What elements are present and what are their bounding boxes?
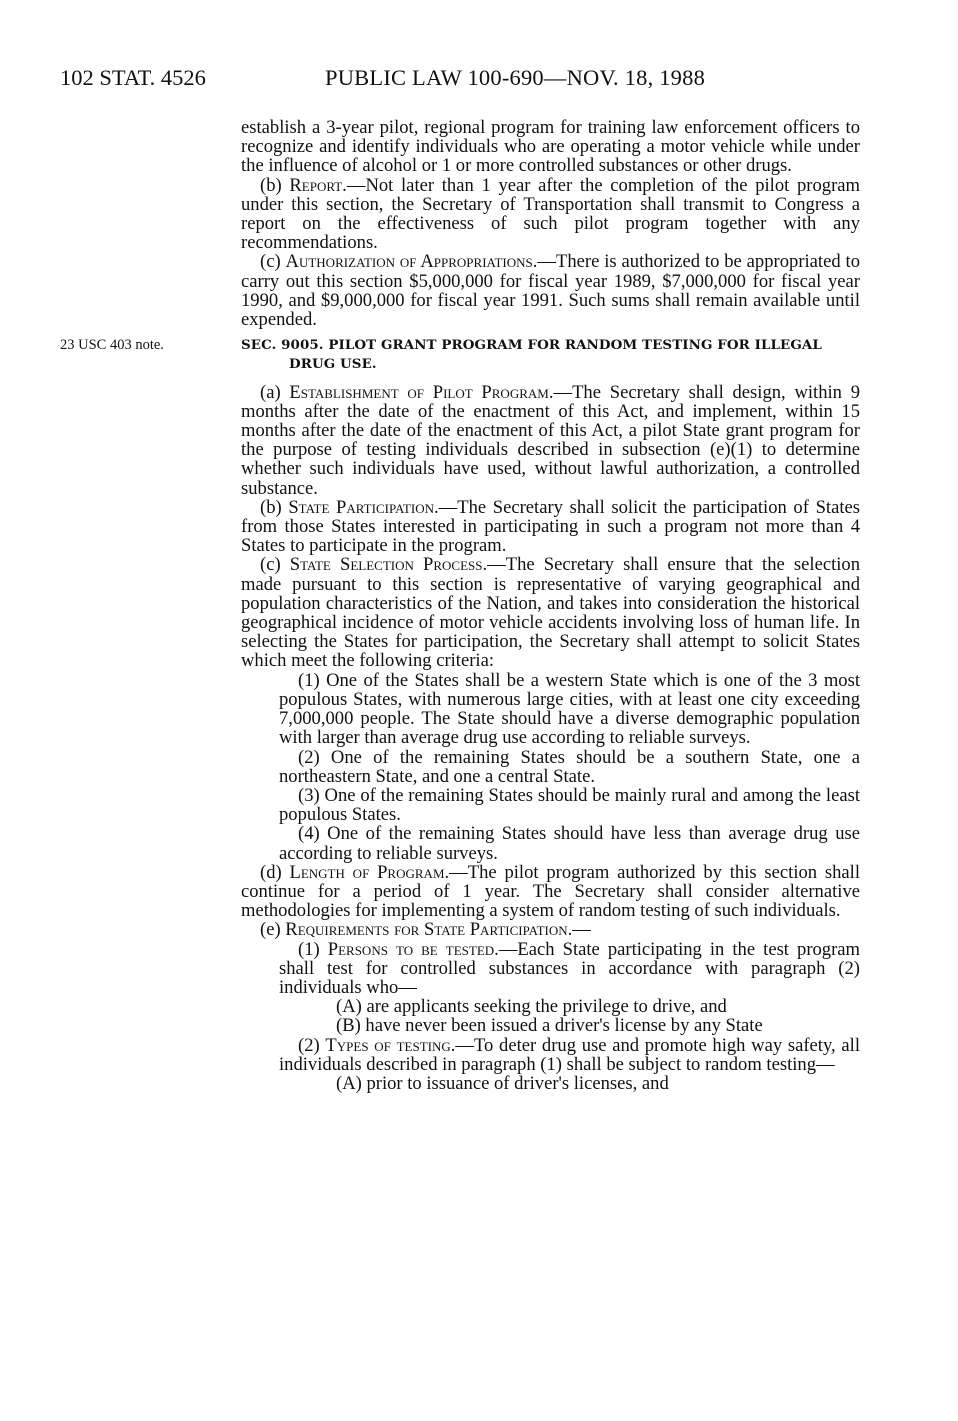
subsection-text: —Not later than 1 year after the completion of the pilot program under this section, the Secretary of Transportation shall transmit to Congress a report on the effectiveness of such pilot program together with any recommendations. (241, 174, 860, 254)
criterion-1: (1) One of the States shall be a western State which is one of the 3 most populous States, with numerous large cities, with at least one city exceeding 7,000,000 people. The State should have a diverse demographic population with larger than average drug use according to reliable surveys. (279, 669, 860, 749)
subsection-heading: State Selection Process. (289, 554, 488, 576)
subparagraph-e2-a: (A) prior to issuance of driver's licenses, and (336, 1072, 669, 1094)
subsection-heading: Report. (289, 174, 347, 196)
section-9005-header (60, 336, 860, 374)
paragraph-text: —Each State participating in the test program shall test for controlled substances in accordance with paragraph (2) individuals who— (279, 938, 861, 998)
subsection-text: —There is authorized to be appropriated to carry out this section $5,000,000 for fiscal year 1989, $7,000,000 for fiscal year 1990, and $9,000,000 for fiscal year 1991. Such sums shall remain available until expended. (241, 251, 860, 331)
section-heading-line-1: SEC. 9005. PILOT GRANT PROGRAM FOR RANDOM TESTING FOR ILLEGAL (241, 337, 822, 354)
subsection-heading: Requirements for State Participation. (285, 919, 573, 941)
paragraph-heading: Persons to be tested. (327, 938, 499, 960)
statute-body (60, 117, 861, 1094)
subsection-number: (b) (260, 174, 282, 196)
subsection-a-establishment (241, 383, 860, 498)
subsection-heading: Establishment of Pilot Program. (289, 381, 554, 403)
section-heading-line-2: DRUG USE. (289, 356, 377, 373)
subsection-number: (d) (260, 861, 282, 883)
subsection-e-requirements (241, 920, 860, 939)
public-law-citation: PUBLIC LAW 100-690—NOV. 18, 1988 (325, 65, 706, 90)
paragraph-number: (2) (298, 1034, 320, 1056)
subparagraph-e1-a: (A) are applicants seeking the privilege to drive, and (336, 996, 727, 1018)
subsection-number: (a) (260, 381, 281, 403)
subsection-d-length (241, 863, 860, 921)
subsection-number: (e) (260, 919, 281, 941)
running-header (60, 58, 910, 98)
paragraph-e1-persons-tested (279, 940, 860, 998)
criterion-2: (2) One of the remaining States should be a southern State, one a northeastern State, and one a central State. (279, 746, 860, 787)
paragraph-number: (1) (298, 938, 320, 960)
paragraph-text: —To deter drug use and promote high way safety, all individuals described in paragraph (1) shall be subject to random testing— (279, 1034, 860, 1075)
subparagraph-e1-b: (B) have never been issued a driver's license by any State (336, 1015, 763, 1037)
subsection-heading: State Participation. (288, 496, 439, 518)
subsection-text: — (572, 919, 591, 941)
subsection-number: (b) (260, 496, 282, 518)
criterion-3: (3) One of the remaining States should be mainly rural and among the least populous States. (279, 784, 860, 826)
subsection-text: —The Secretary shall ensure that the selection made pursuant to this section is representative of varying geographical and population characteristics of the Nation, and takes into consideration the historical geographical incidence of motor vehicle accidents involving loss of human life. In selecting the States for participation, the Secretary shall attempt to solicit States which meet the following criteria: (241, 554, 860, 672)
section-heading (241, 336, 860, 374)
continued-paragraph: establish a 3-year pilot, regional program for training law enforcement officers to recognize and identify individuals who are operating a motor vehicle while under the influence of alcohol or 1 or more controlled substances or other drugs. (241, 117, 860, 177)
subsection-text: —The Secretary shall solicit the participation of States from those States interested in participating in such a program not more than 4 States to participate in the program. (241, 496, 860, 557)
paragraph-heading: Types of testing. (325, 1034, 456, 1056)
paragraph-e2-types-of-testing (279, 1036, 860, 1074)
subsection-number: (c) (260, 554, 281, 576)
criterion-4: (4) One of the remaining States should have less than average drug use according to reliable surveys. (279, 823, 860, 864)
margin-citation: 23 USC 403 note. (60, 337, 164, 354)
subsection-text: —The Secretary shall design, within 9 months after the date of the enactment of this Act, and implement, within 15 months after the date of the enactment of this Act, a pilot State grant program for the purpose of testing individuals described in subsection (e)(1) to determine whether such individuals have used, without lawful authorization, a controlled substance. (241, 381, 860, 499)
subsection-text: —The pilot program authorized by this section shall continue for a period of 1 year. The Secretary shall consider alternative methodologies for implementing a system of random testing of such individuals. (241, 861, 860, 922)
stat-page-number: 102 STAT. 4526 (60, 65, 206, 90)
subsection-heading: Authorization of Appropriations. (285, 251, 538, 273)
subsection-b-participation (241, 498, 860, 556)
subsection-number: (c) (260, 251, 281, 273)
subsection-c-selection (241, 555, 860, 670)
subsection-c-appropriations (241, 252, 860, 329)
subsection-b-report (241, 176, 860, 253)
subsection-heading: Length of Program. (289, 861, 450, 883)
